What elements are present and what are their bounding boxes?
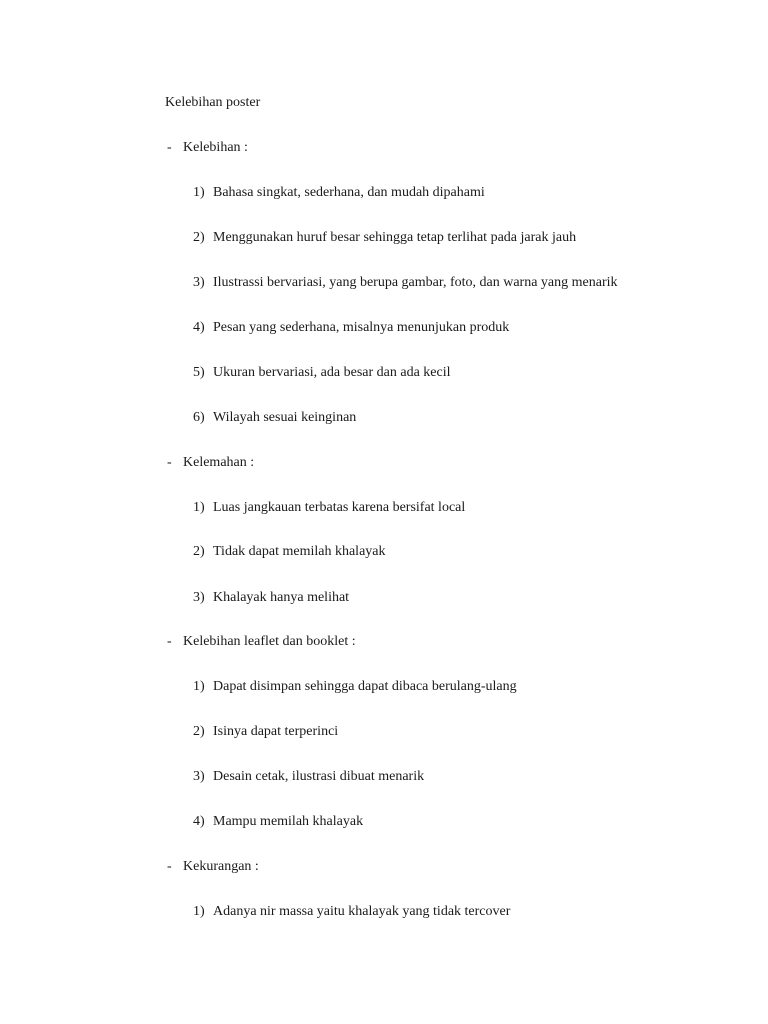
item-text: Bahasa singkat, sederhana, dan mudah dipahami — [213, 185, 485, 200]
item-text: Desain cetak, ilustrasi dibuat menarik — [213, 769, 425, 784]
item-number: 1) — [193, 679, 205, 694]
item-text: Mampu memilah khalayak — [213, 814, 364, 829]
section-bullet: - — [167, 455, 172, 470]
document-title: Kelebihan poster — [165, 95, 261, 110]
item-number: 2) — [193, 724, 205, 739]
item-text: Luas jangkauan terbatas karena bersifat local — [213, 500, 466, 515]
item-text: Ilustrassi bervariasi, yang berupa gambar, foto, dan warna yang menarik — [213, 275, 618, 290]
section-heading: Kelemahan : — [183, 455, 255, 470]
item-text: Adanya nir massa yaitu khalayak yang tidak tercover — [213, 904, 511, 919]
section-bullet: - — [167, 859, 172, 874]
item-number: 4) — [193, 814, 205, 829]
section-heading: Kelebihan : — [183, 140, 248, 155]
item-text: Dapat disimpan sehingga dapat dibaca berulang-ulang — [213, 679, 517, 694]
section-heading: Kelebihan leaflet dan booklet : — [183, 634, 356, 649]
item-text: Isinya dapat terperinci — [213, 724, 339, 739]
item-text: Menggunakan huruf besar sehingga tetap terlihat pada jarak jauh — [213, 230, 577, 245]
item-text: Wilayah sesuai keinginan — [213, 410, 357, 425]
item-text: Pesan yang sederhana, misalnya menunjukan produk — [213, 320, 510, 335]
section-bullet: - — [167, 634, 172, 649]
section-heading: Kekurangan : — [183, 859, 259, 874]
item-number: 1) — [193, 500, 205, 515]
section-bullet: - — [167, 140, 172, 155]
item-number: 3) — [193, 769, 205, 784]
item-number: 5) — [193, 365, 205, 380]
item-number: 2) — [193, 544, 205, 559]
item-number: 6) — [193, 410, 205, 425]
item-number: 1) — [193, 185, 205, 200]
item-text: Ukuran bervariasi, ada besar dan ada kecil — [213, 365, 451, 380]
item-number: 4) — [193, 320, 205, 335]
item-number: 1) — [193, 904, 205, 919]
item-number: 2) — [193, 230, 205, 245]
item-text: Khalayak hanya melihat — [213, 590, 350, 605]
item-number: 3) — [193, 590, 205, 605]
item-number: 3) — [193, 275, 205, 290]
item-text: Tidak dapat memilah khalayak — [213, 544, 386, 559]
